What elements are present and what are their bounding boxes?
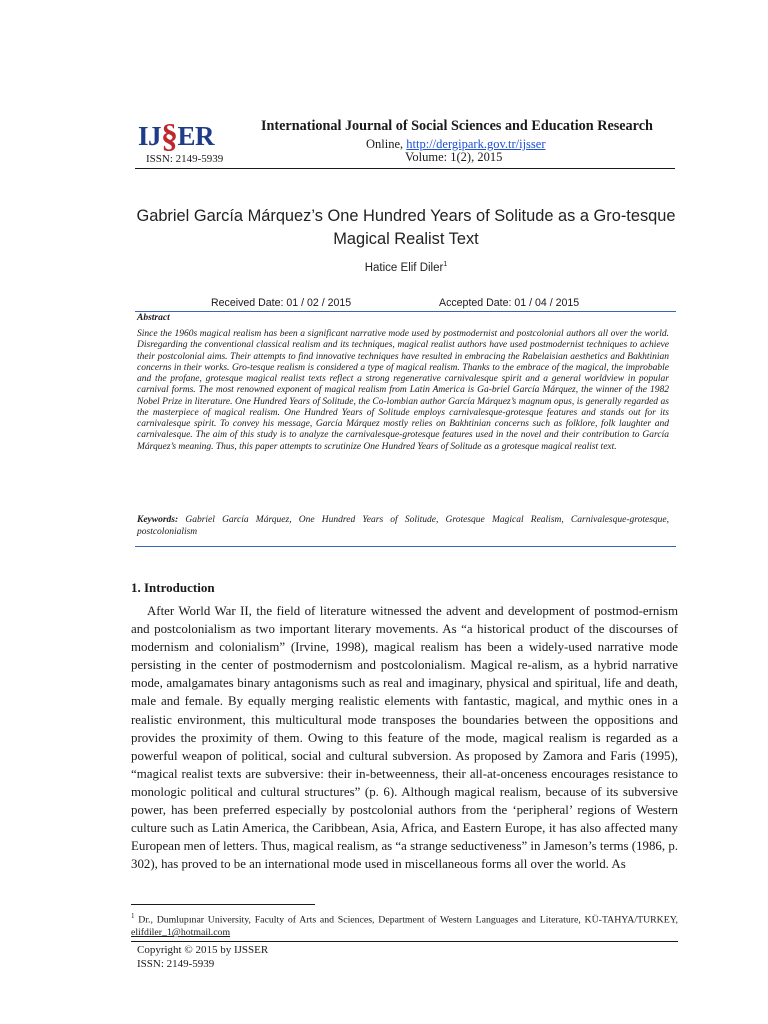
keywords — [137, 515, 669, 538]
paper-title: Gabriel García Márquez’s One Hundred Years of Solitude as a Gro-tesque Magical Realist Text — [136, 207, 676, 248]
footnote-text: Dr., Dumlupınar University, Faculty of Arts and Sciences, Department of Western Languages and Literature, KÜ-TAHYA/TURKEY, — [134, 914, 678, 926]
footnote-email[interactable]: elifdiler_1@hotmail.com — [131, 927, 231, 939]
accepted-date: Accepted Date: 01 / 04 / 2015 — [439, 297, 580, 309]
logo-wordmark: IJ§ER — [138, 118, 215, 155]
footnote-rule — [131, 904, 315, 905]
header-divider — [135, 168, 675, 169]
author-line — [136, 261, 676, 274]
keywords-list: Gabriel García Márquez, One Hundred Years of Solitude, Grotesque Magical Realism, Carnivalesque-grotesque, postcolonialism — [137, 515, 669, 537]
abstract-top-divider — [135, 311, 676, 312]
abstract-bottom-divider — [135, 546, 676, 547]
footnote — [131, 910, 678, 939]
journal-url-link[interactable]: http://dergipark.gov.tr/ijsser — [406, 137, 546, 151]
header-issn: ISSN: 2149-5939 — [146, 153, 224, 165]
online-line: Online, http://dergipark.gov.tr/ijsser — [366, 137, 546, 151]
section-heading: 1. Introduction — [131, 580, 215, 595]
author-name: Hatice Elif Diler — [364, 261, 444, 274]
footer-copyright: Copyright © 2015 by IJSSER — [137, 944, 269, 956]
keywords-label: Keywords: — [137, 515, 179, 525]
author-footnote-mark: 1 — [443, 261, 448, 268]
abstract-heading: Abstract — [137, 313, 170, 323]
volume-line: Volume: 1(2), 2015 — [405, 150, 503, 164]
footnote-mark: 1 — [131, 912, 135, 920]
footer-issn: ISSN: 2149-5939 — [137, 958, 215, 970]
journal-title: International Journal of Social Sciences and Education Research — [261, 118, 653, 134]
journal-logo — [138, 114, 258, 156]
received-date: Received Date: 01 / 02 / 2015 — [211, 297, 352, 309]
footer-divider — [131, 941, 678, 942]
body-paragraph: After World War II, the field of literature witnessed the advent and development of postmod-ernism and postcolonialism as two important literary movements. As “a historical product of the discourses of modernism and colonialism” (Irvine, 1998), magical realism has been a widely-used narrative mode persisting in the center of postmodernism and postcolonialism. Magical re-alism, as a hybrid narrative mode, amalgamates binary antagonisms such as real and imaginary, physical and spiritual, life and death, male and female. By equally merging realistic elements with fantastic, magical, and mythic ones in a realistic environment, this multicultural mode transposes the boundaries between the oppositions and provides the proximity of them. Owing to this feature of the mode, magical realism is regarded as a powerful weapon of political, social and cultural subversion. As proposed by Zamora and Faris (1995), “magical realist texts are subversive: their in-betweenness, their all-at-onceness encourages resistance to monologic political and cultural structures” (p. 6). Although magical realism, because of its subversive power, has been preferred especially by postcolonial authors from the ‘peripheral’ regions of Western culture such as Latin America, the Caribbean, Asia, Africa, and Eastern Europe, it has also affected many European men of letters. Thus, magical realism, as “a strange seductiveness” in Jameson’s terms (1986, p. 302), has proved to be an international mode used in miscellaneous forms all over the world. As — [131, 604, 678, 872]
abstract-text: Since the 1960s magical realism has been a significant narrative mode used by postmodernist and postcolonial authors all over the world. Disregarding the conventional classical realism and its techniques, magical realist authors have used postmodernist techniques to achieve their postcolonial aims. Their attempts to find innovative techniques have resulted in embracing the Rabelaisian aesthetics and Bakhtinian concerns in their works. Gro-tesque realism is considered a type of magical realism. Thanks to the embrace of the magical, the improbable and the profane, grotesque magical realist texts reflect a strong regenerative carnivalesque spirit and a general worldview in popular carnival forms. The most renowned exponent of magical realism from Latin America is Ga-briel García Márquez, the winner of the 1982 Nobel Prize in literature. One Hundred Years of Solitude, the Co-lombian author García Márquez’s magnum opus, is generally regarded as the masterpiece of magical realism. One Hundred Years of Solitude employs carnivalesque-grotesque features and stands out for its carnivalesque spirit. To convey his message, García Márquez mostly relies on Bakhtinian concerns such as folklore, folk laughter and carnivalesque. The aim of this study is to analyze the carnivalesque-grotesque features used in the novel and their contribution to García Márquez’s meaning. Thus, this paper attempts to scrutinize One Hundred Years of Solitude as a grotesque magical realist text. — [137, 329, 669, 452]
